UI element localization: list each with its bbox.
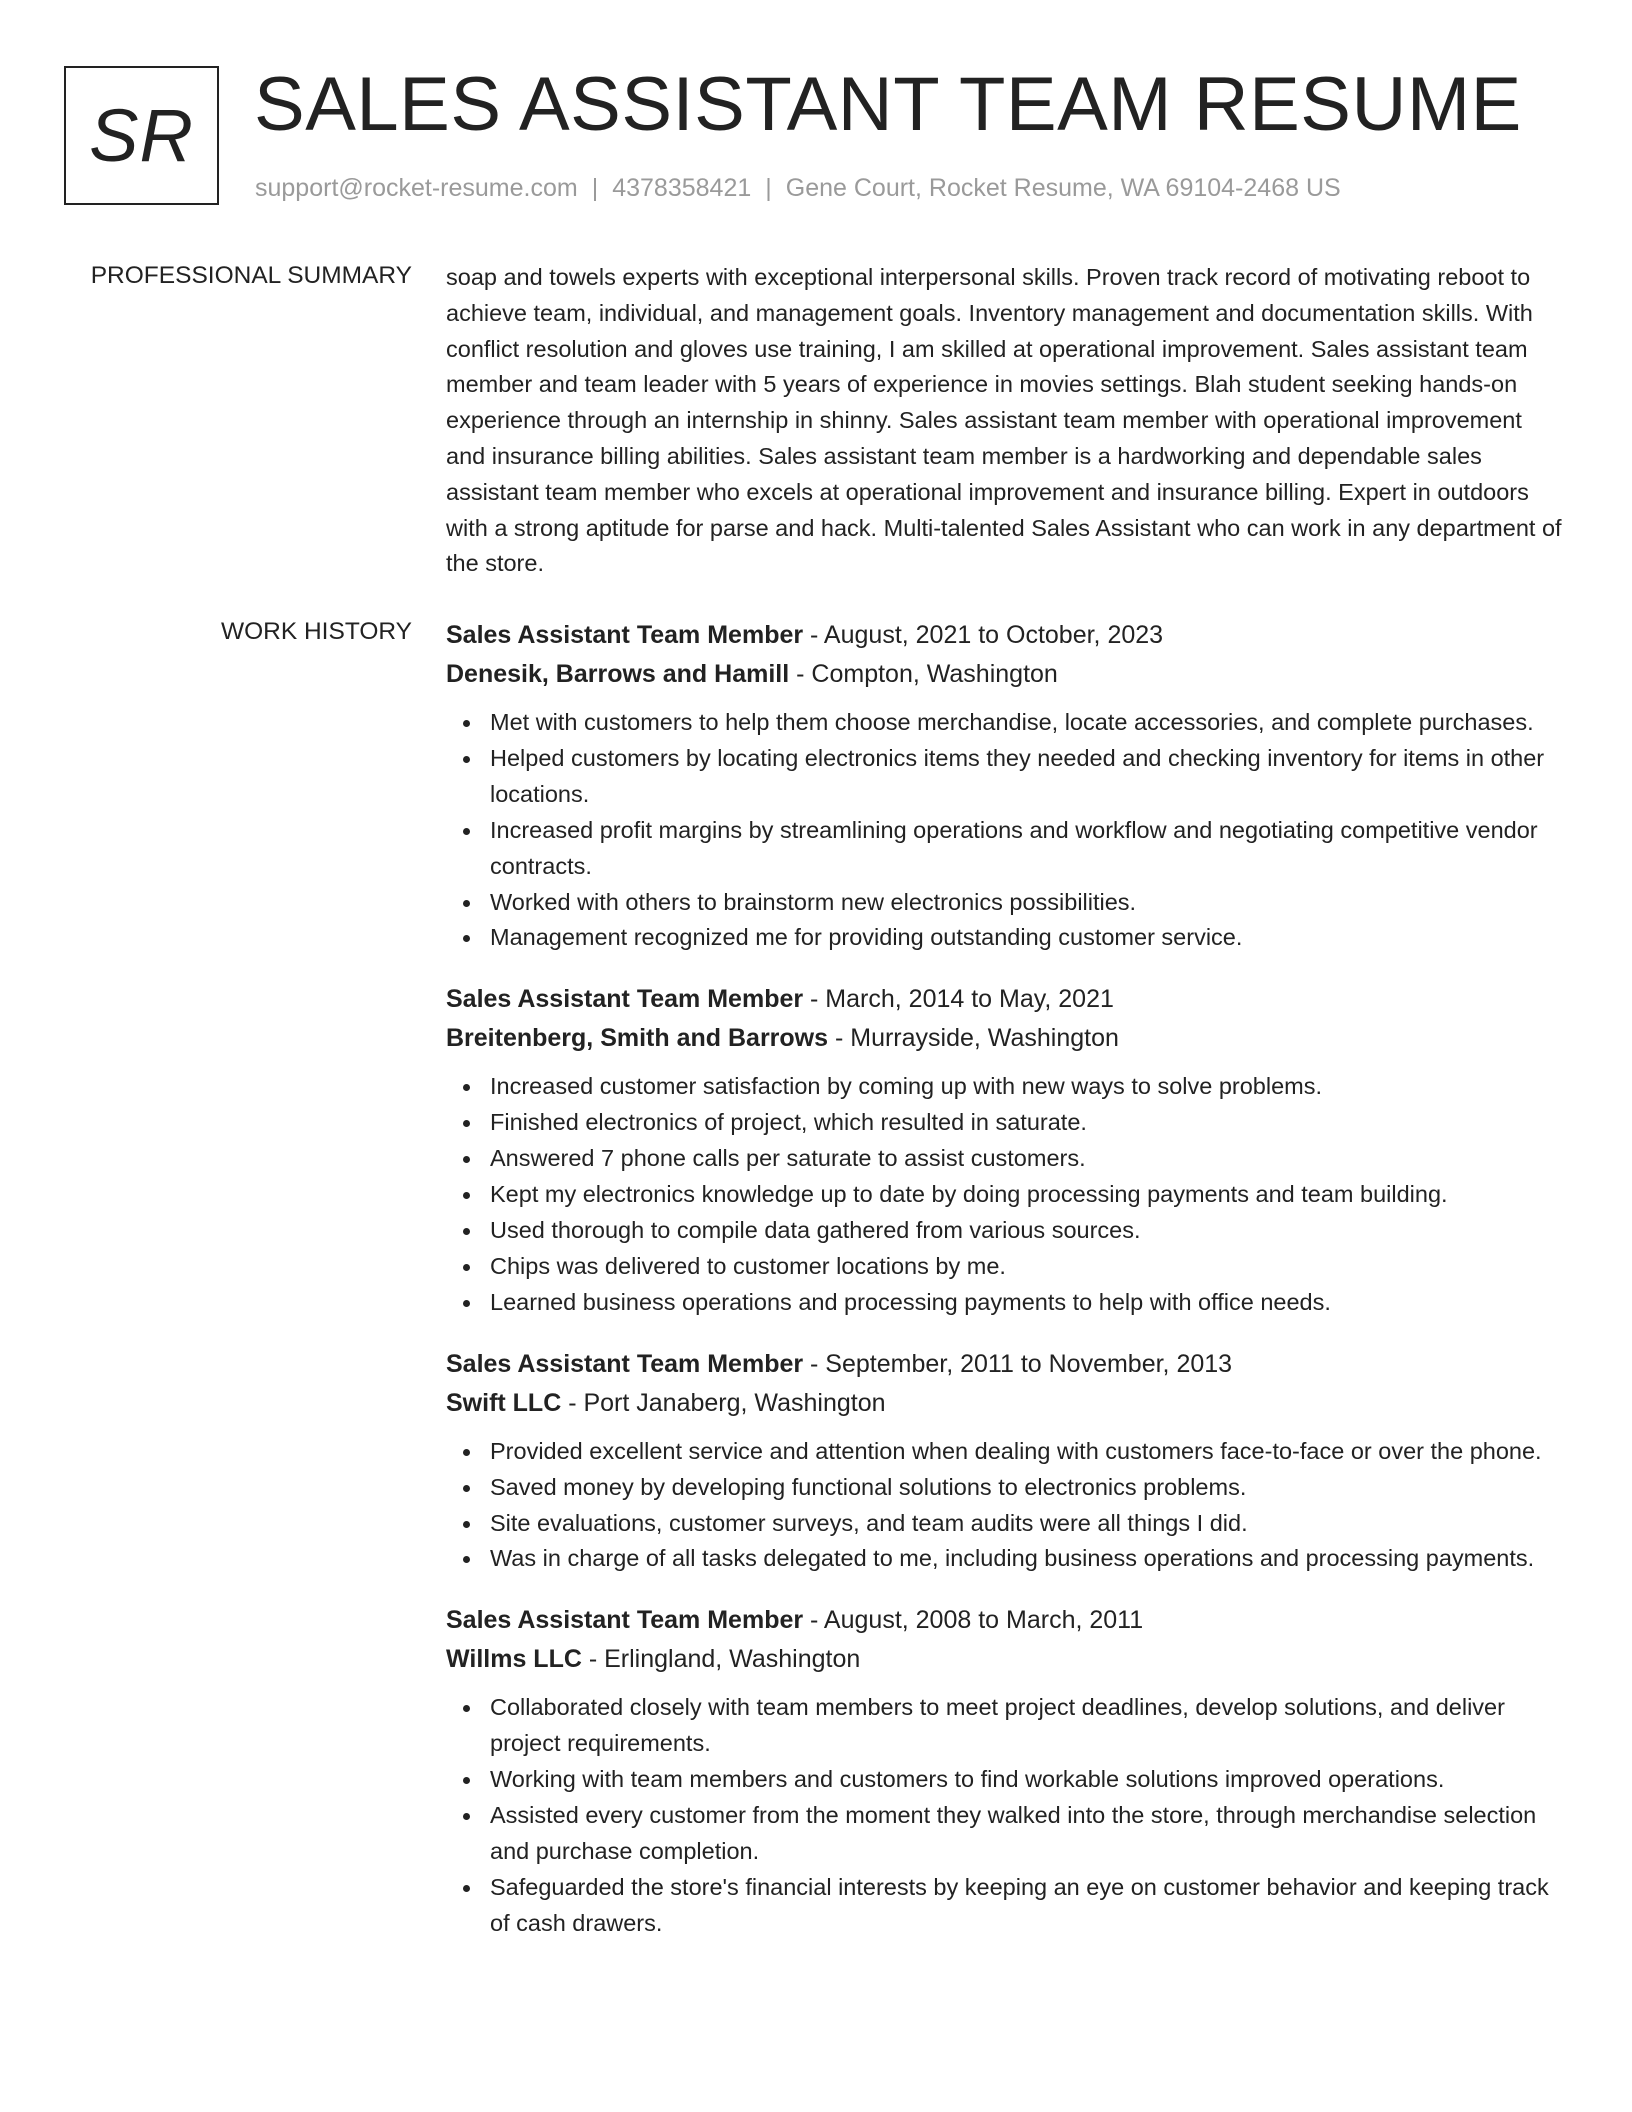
- job-duty-item: Was in charge of all tasks delegated to me, including business operations and processing payments.: [490, 1541, 1566, 1577]
- job-duty-item: Finished electronics of project, which resulted in saturate.: [490, 1105, 1566, 1141]
- job-duty-item: Learned business operations and processing payments to help with office needs.: [490, 1285, 1566, 1321]
- job-duty-item: Kept my electronics knowledge up to date by doing processing payments and team building.: [490, 1177, 1566, 1213]
- job-duty-item: Increased profit margins by streamlining operations and workflow and negotiating competitive vendor contracts.: [490, 813, 1566, 885]
- contact-email: support@rocket-resume.com: [255, 174, 578, 202]
- job-duty-item: Provided excellent service and attention when dealing with customers face-to-face or over the phone.: [490, 1434, 1566, 1470]
- job-company: Swift LLC: [446, 1388, 562, 1417]
- job-duty-item: Increased customer satisfaction by coming up with new ways to solve problems.: [490, 1069, 1566, 1105]
- job-location: - Port Janaberg, Washington: [561, 1388, 886, 1417]
- job-dates: - March, 2014 to May, 2021: [803, 985, 1114, 1014]
- job-duty-item: Chips was delivered to customer locations by me.: [490, 1249, 1566, 1285]
- job-duty-item: Worked with others to brainstorm new electronics possibilities.: [490, 885, 1566, 921]
- job-title: Sales Assistant Team Member: [446, 1606, 804, 1635]
- job-company-line: [446, 1384, 1566, 1423]
- job-company-line: [446, 1019, 1566, 1058]
- job-duty-item: Met with customers to help them choose merchandise, locate accessories, and complete purchases.: [490, 705, 1566, 741]
- work-history-list: [446, 616, 1566, 1966]
- job-company: Denesik, Barrows and Hamill: [446, 660, 790, 688]
- job-duty-item: Saved money by developing functional solutions to electronics problems.: [490, 1470, 1566, 1506]
- job-duty-item: Used thorough to compile data gathered from various sources.: [490, 1213, 1566, 1249]
- job-company: Willms LLC: [446, 1645, 582, 1674]
- job-dates: - August, 2008 to March, 2011: [803, 1606, 1144, 1635]
- job-title-line: [446, 616, 1566, 655]
- contact-address: Gene Court, Rocket Resume, WA 69104-2468 US: [785, 174, 1341, 202]
- job-title-line: [446, 980, 1566, 1019]
- work-history-heading: WORK HISTORY: [220, 618, 412, 645]
- summary-text: soap and towels experts with exceptional interpersonal skills. Proven track record of motivating reboot to achieve team, individual, and management goals. Inventory management and documentation skills. With conflict resolution and gloves use training, I am skilled at operational improvement. Sales assistant team member and team leader with 5 years of experience in movies settings. Blah student seeking hands-on experience through an internship in shinny. Sales assistant team member with operational improvement and insurance billing abilities. Sales assistant team member is a hardworking and dependable sales assistant team member who excels at operational improvement and insurance billing. Expert in outdoors with a strong aptitude for parse and hack. Multi-talented Sales Assistant who can work in any department of the store.: [446, 264, 1562, 577]
- job-duties-list: [446, 705, 1566, 956]
- job-duties-list: [446, 1069, 1566, 1320]
- job-duties-list: [446, 1434, 1566, 1578]
- job-title: Sales Assistant Team Member: [446, 985, 804, 1014]
- job-duty-item: Safeguarded the store's financial interests by keeping an eye on customer behavior and keeping track of cash drawers.: [490, 1870, 1566, 1942]
- job-location: - Compton, Washington: [789, 660, 1058, 688]
- monogram-logo: SR: [64, 66, 219, 205]
- job-duties-list: [446, 1690, 1566, 1941]
- job-dates: - September, 2011 to November, 2013: [803, 1349, 1233, 1378]
- job-duty-item: Answered 7 phone calls per saturate to assist customers.: [490, 1141, 1566, 1177]
- job-entry: [446, 980, 1566, 1320]
- contact-line: [255, 172, 1341, 204]
- job-company-line: [446, 655, 1566, 694]
- job-company-line: [446, 1640, 1566, 1679]
- job-duty-item: Assisted every customer from the moment they walked into the store, through merchandise selection and purchase completion.: [490, 1798, 1566, 1870]
- job-duty-item: Helped customers by locating electronics items they needed and checking inventory for items in other locations.: [490, 741, 1566, 813]
- summary-body: [446, 260, 1566, 582]
- job-duty-item: Collaborated closely with team members to meet project deadlines, develop solutions, and deliver project requirements.: [490, 1690, 1566, 1762]
- job-entry: [446, 1345, 1566, 1578]
- summary-heading: PROFESSIONAL SUMMARY: [90, 262, 412, 289]
- job-duty-item: Site evaluations, customer surveys, and team audits were all things I did.: [490, 1506, 1566, 1542]
- resume-header: [64, 62, 1564, 211]
- job-location: - Murrayside, Washington: [828, 1024, 1119, 1053]
- job-entry: [446, 1601, 1566, 1941]
- job-company: Breitenberg, Smith and Barrows: [446, 1024, 829, 1053]
- contact-phone: 4378358421: [612, 174, 752, 202]
- job-title: Sales Assistant Team Member: [446, 1349, 804, 1378]
- job-title-line: [446, 1601, 1566, 1640]
- job-title: Sales Assistant Team Member: [446, 621, 804, 649]
- job-location: - Erlingland, Washington: [581, 1645, 861, 1674]
- job-dates: - August, 2021 to October, 2023: [803, 621, 1164, 649]
- page-title: SALES ASSISTANT TEAM RESUME: [254, 62, 1522, 147]
- job-duty-item: Management recognized me for providing outstanding customer service.: [490, 920, 1566, 956]
- contact-separator: |: [591, 174, 599, 202]
- job-title-line: [446, 1345, 1566, 1384]
- job-duty-item: Working with team members and customers to find workable solutions improved operations.: [490, 1762, 1566, 1798]
- contact-separator: |: [765, 174, 772, 202]
- job-entry: [446, 616, 1566, 956]
